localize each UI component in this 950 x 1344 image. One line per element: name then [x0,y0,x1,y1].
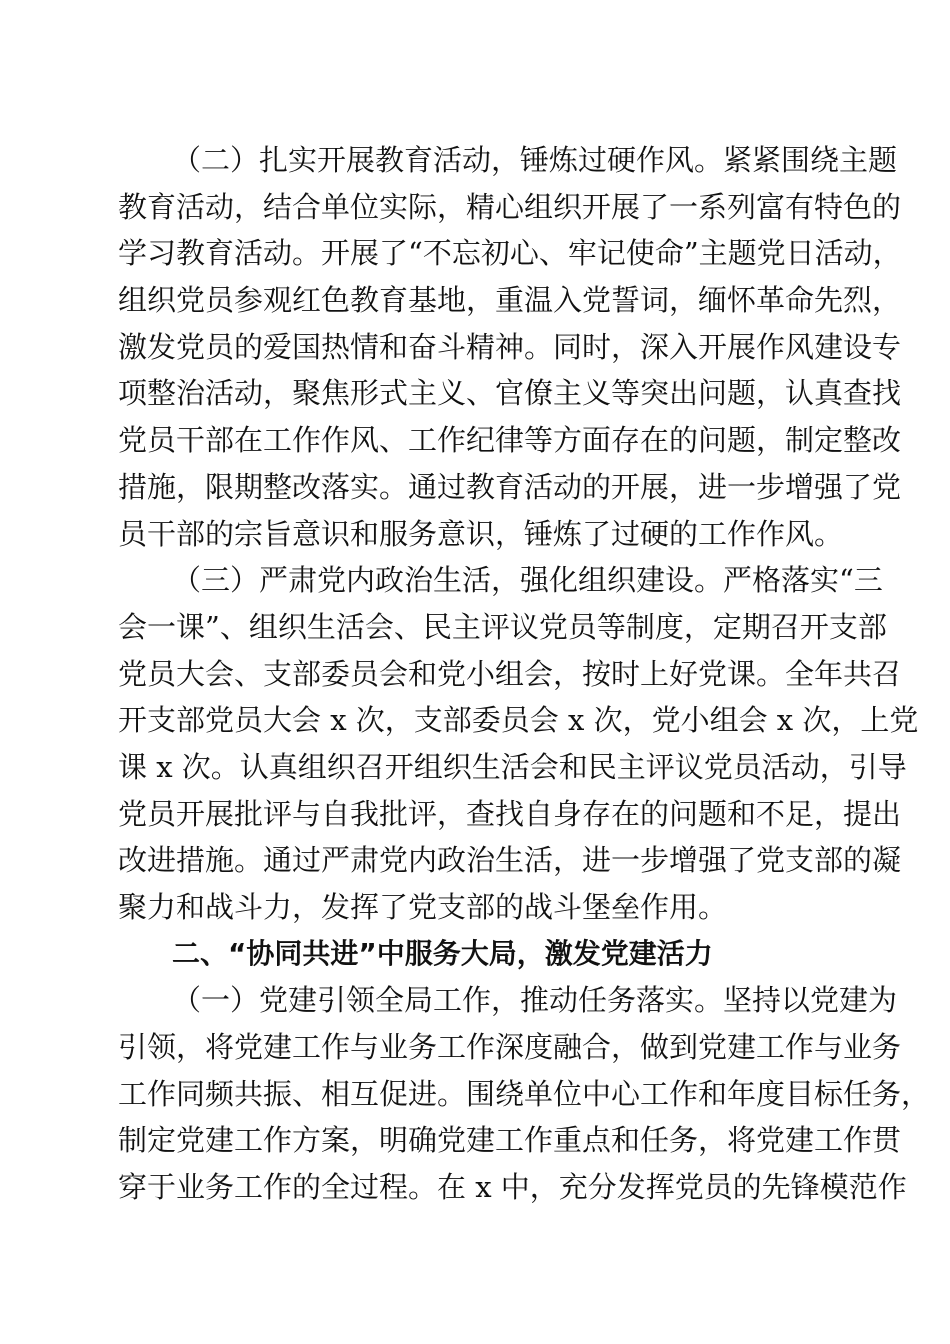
text-line: （三）严肃党内政治生活，强化组织建设。严格落实“三 [172,563,883,598]
text-line: 制定党建工作方案，明确党建工作重点和任务，将党建工作贯 [118,1123,902,1158]
text-line: （一）党建引领全局工作，推动任务落实。坚持以党建为 [172,983,898,1018]
text-line: 员干部的宗旨意识和服务意识，锤炼了过硬的工作作风。 [118,516,844,551]
paragraph [118,977,931,1210]
text-line: 教育活动，结合单位实际，精心组织开展了一系列富有特色的 [118,189,902,224]
text-line: 组织党员参观红色教育基地，重温入党誓词，缅怀革命先烈， [118,283,902,318]
paragraph [118,137,902,557]
text-line: 引领，将党建工作与业务工作深度融合，做到党建工作与业务 [118,1030,902,1065]
text-line: 穿于业务工作的全过程。在 x 中，充分发挥党员的先锋模范作 [118,1170,907,1205]
text-line: 党员大会、支部委员会和党小组会，按时上好党课。全年共召 [118,656,902,691]
text-line: 学习教育活动。开展了“不忘初心、牢记使命”主题党日活动， [118,236,902,271]
text-line: 改进措施。通过严肃党内政治生活，进一步增强了党支部的凝 [118,843,902,878]
text-line: 课 x 次。认真组织召开组织生活会和民主评议党员活动，引导 [118,749,907,784]
text-line: 党员干部在工作作风、工作纪律等方面存在的问题，制定整改 [118,423,902,458]
text-line: 二、“协同共进”中服务大局，激发党建活力 [172,936,713,970]
text-line: 党员开展批评与自我批评，查找自身存在的问题和不足，提出 [118,796,902,831]
text-line: 措施，限期整改落实。通过教育活动的开展，进一步增强了党 [118,469,902,504]
text-line: 会一课”、组织生活会、民主评议党员等制度，定期召开支部 [118,609,887,644]
paragraph [118,557,919,931]
document-page [118,137,931,1211]
text-line: 项整治活动，聚焦形式主义、官僚主义等突出问题，认真查找 [118,376,902,411]
text-line: 开支部党员大会 x 次，支部委员会 x 次，党小组会 x 次，上党 [118,703,919,738]
section-heading [118,931,826,978]
text-line: 激发党员的爱国热情和奋斗精神。同时，深入开展作风建设专 [118,329,902,364]
text-line: 工作同频共振、相互促进。围绕单位中心工作和年度目标任务， [118,1076,931,1111]
text-line: 聚力和战斗力，发挥了党支部的战斗堡垒作用。 [118,890,728,924]
text-line: （二）扎实开展教育活动，锤炼过硬作风。紧紧围绕主题 [172,143,898,177]
